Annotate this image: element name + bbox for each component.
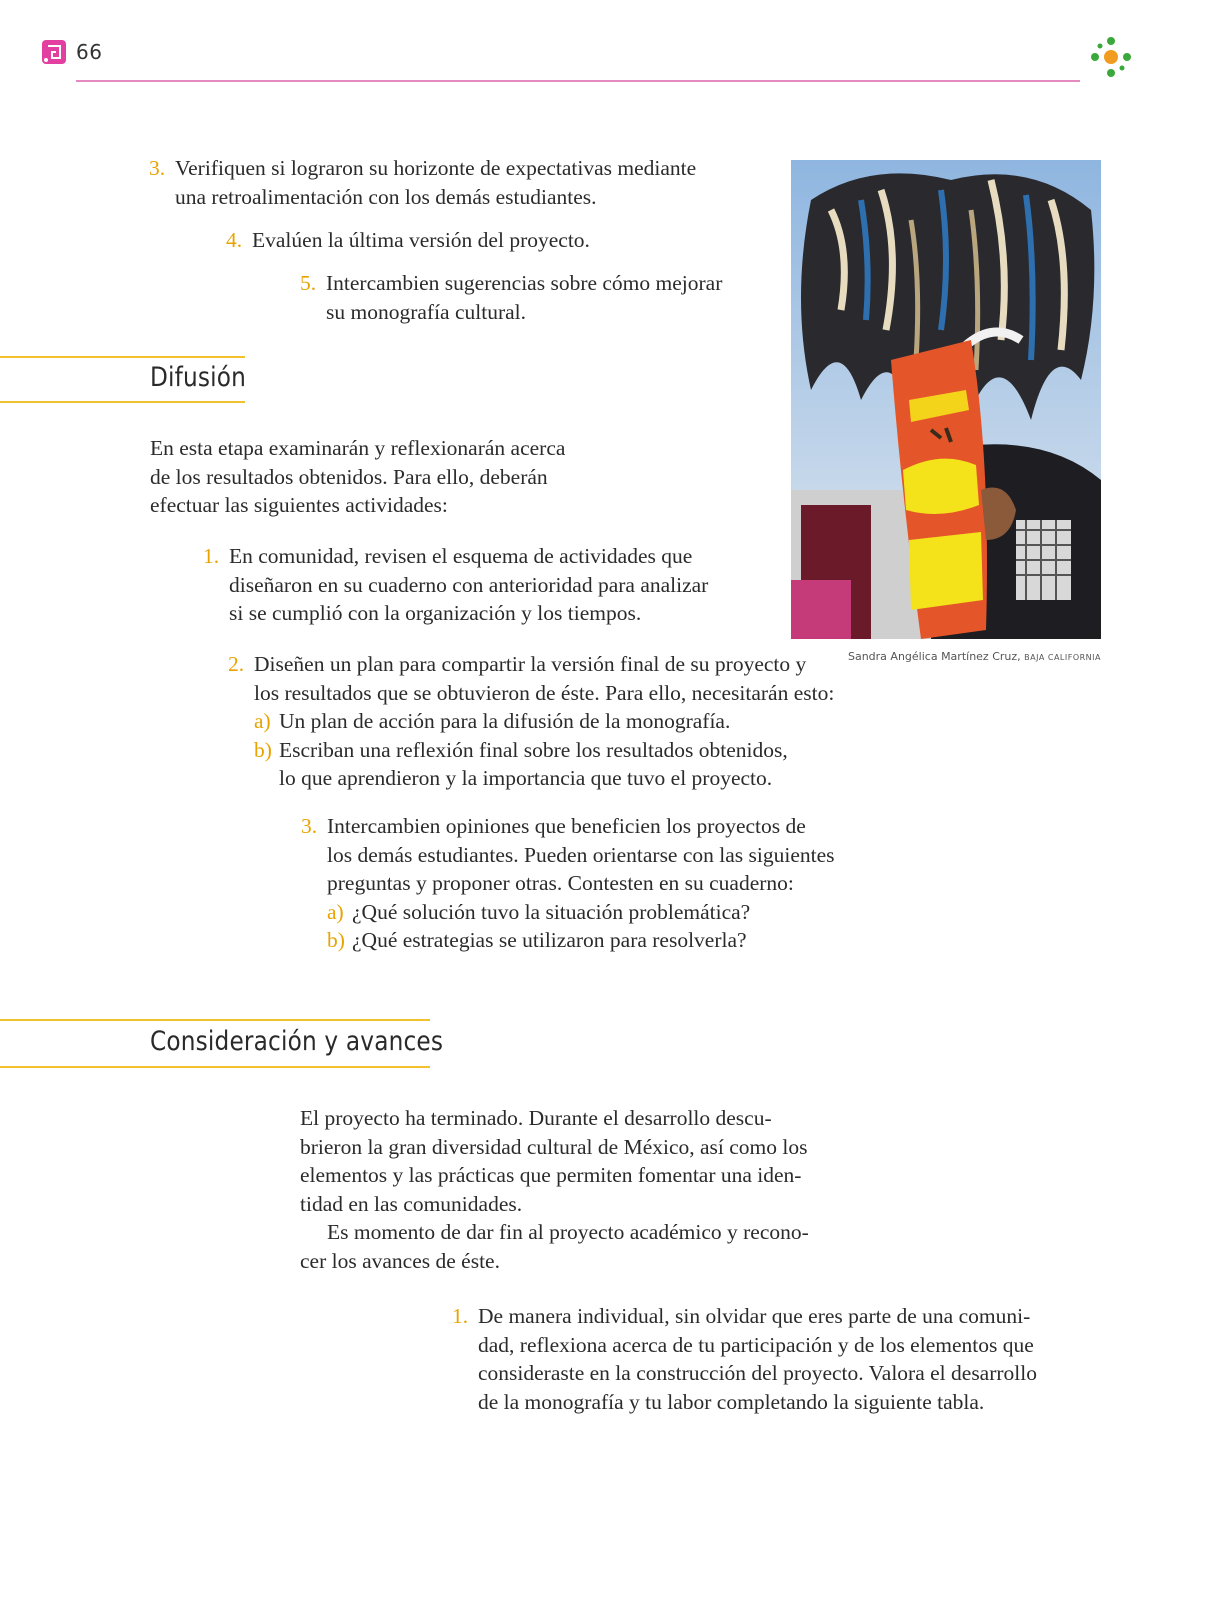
heading-rule-top bbox=[0, 1019, 430, 1021]
difusion-intro: En esta etapa examinarán y reflexionarán acerca de los resultados obtenidos. Para ello, deberán efectuar las siguientes actividades: bbox=[150, 436, 566, 517]
sub-item: b) ¿Qué estrategias se utilizaron para resolverla? bbox=[327, 928, 747, 952]
heading-rule-bottom bbox=[0, 1066, 430, 1068]
list-item: 4. Evalúen la última versión del proyecto. bbox=[226, 228, 590, 252]
list-item: 1. En comunidad, revisen el esquema de actividades que diseñaron en su cuaderno con anterioridad para analizar si se cumplió con la organización y los tiempos. bbox=[203, 544, 709, 625]
list-item: 3. Intercambien opiniones que beneficien los proyectos de los demás estudiantes. Pueden orientarse con las siguientes preguntas y proponer otras. Contesten en su cuaderno: a) ¿Qué solución tuvo la situación problemática? b) ¿Qué estrategias se utilizaron para resolverla? bbox=[301, 812, 867, 955]
sub-item: b) Escriban una reflexión final sobre los resultados obtenidos, lo que aprendieron y la importancia que tuvo el proyecto. bbox=[254, 737, 788, 790]
section-title-consideracion: Consideración y avances bbox=[150, 1026, 444, 1057]
list-item: 1. De manera individual, sin olvidar que eres parte de una comuni- dad, reflexiona acerca de tu participación y de los elementos que consideraste en la construcción del proyecto. Valora el desarrollo de la monografía y tu labor completando la siguiente tabla. bbox=[452, 1304, 1037, 1414]
photo-credit: Sandra Angélica Martínez Cruz, BAJA CALIFORNIA bbox=[847, 650, 1101, 663]
consideracion-paragraph: El proyecto ha terminado. Durante el desarrollo descu- brieron la gran diversidad cultural de México, así como los elementos y las prácticas que permiten fomentar una iden- tidad en las comunidades. Es momento de dar fin al proyecto académico y recono- cer los avances de éste. bbox=[300, 1106, 809, 1273]
ornament-icon bbox=[40, 38, 68, 70]
heading-rule-top bbox=[0, 356, 245, 358]
page-number: 66 bbox=[76, 40, 103, 64]
sub-item: a) Un plan de acción para la difusión de la monografía. bbox=[254, 709, 731, 733]
list-item: 3. Verifiquen si lograron su horizonte de expectativas mediante una retroalimentación con los demás estudiantes. bbox=[149, 156, 697, 209]
list-item: 2. Diseñen un plan para compartir la versión final de su proyecto y los resultados que se obtuvieron de éste. Para ello, necesitarán esto: a) Un plan de acción para la difusión de la monografía. b) Escriban una reflexión final sobre los resultados obtenidos, lo que aprendieron y la importancia que tuvo el proyecto. bbox=[228, 650, 834, 793]
sub-item: a) ¿Qué solución tuvo la situación problemática? bbox=[327, 899, 751, 924]
list-item: 5. Intercambien sugerencias sobre cómo mejorar su monografía cultural. bbox=[300, 271, 723, 324]
section-title-difusion: Difusión bbox=[150, 362, 247, 393]
flower-logo-icon bbox=[1086, 32, 1136, 86]
heading-rule-bottom bbox=[0, 401, 245, 403]
masked-dancer-photo bbox=[791, 160, 1101, 639]
header-divider bbox=[76, 80, 1080, 82]
